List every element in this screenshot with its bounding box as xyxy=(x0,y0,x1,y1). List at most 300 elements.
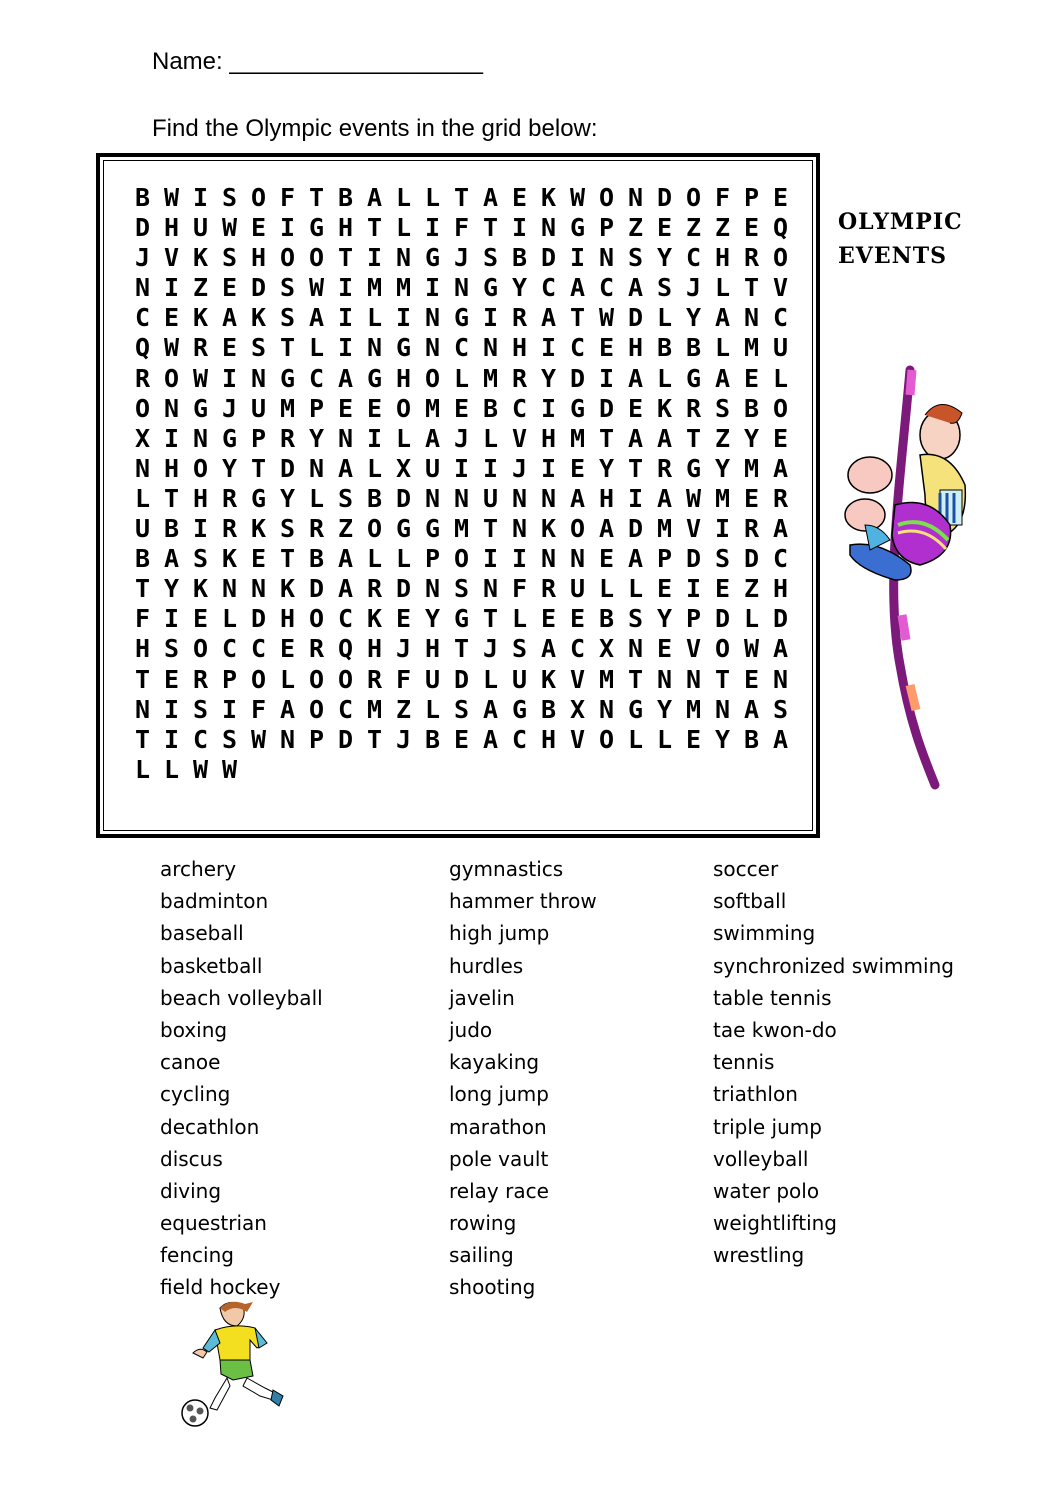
grid-letter[interactable]: A xyxy=(337,453,354,483)
grid-letter[interactable]: S xyxy=(453,574,470,604)
grid-letter[interactable]: C xyxy=(308,363,325,393)
grid-letter[interactable]: N xyxy=(134,694,151,724)
grid-letter[interactable]: B xyxy=(134,183,151,212)
grid-letter[interactable]: A xyxy=(772,453,789,483)
grid-letter[interactable]: N xyxy=(308,453,325,483)
grid-letter[interactable]: T xyxy=(453,634,470,664)
grid-letter[interactable]: J xyxy=(395,724,412,754)
grid-letter[interactable]: L xyxy=(424,694,441,724)
grid-letter[interactable]: K xyxy=(192,243,209,273)
grid-letter[interactable]: R xyxy=(540,574,557,604)
grid-letter[interactable]: J xyxy=(511,453,528,483)
grid-letter[interactable]: I xyxy=(163,604,180,634)
grid-letter[interactable]: A xyxy=(772,634,789,664)
grid-letter[interactable]: N xyxy=(250,363,267,393)
grid-letter[interactable]: H xyxy=(627,333,644,363)
grid-letter[interactable]: S xyxy=(714,393,731,423)
grid-letter[interactable]: T xyxy=(685,423,702,453)
grid-letter[interactable]: I xyxy=(163,724,180,754)
grid-letter[interactable]: A xyxy=(627,363,644,393)
grid-letter[interactable]: A xyxy=(627,273,644,303)
grid-letter[interactable]: S xyxy=(192,544,209,574)
grid-letter[interactable]: M xyxy=(424,393,441,423)
grid-letter[interactable]: S xyxy=(482,243,499,273)
grid-letter[interactable]: C xyxy=(134,303,151,333)
grid-letter[interactable]: L xyxy=(395,423,412,453)
grid-letter[interactable]: R xyxy=(308,634,325,664)
grid-letter[interactable]: R xyxy=(134,363,151,393)
grid-letter[interactable]: G xyxy=(685,453,702,483)
grid-letter[interactable]: S xyxy=(221,243,238,273)
grid-letter[interactable]: N xyxy=(424,303,441,333)
grid-letter[interactable]: H xyxy=(279,604,296,634)
grid-letter[interactable]: S xyxy=(453,694,470,724)
grid-letter[interactable]: E xyxy=(337,393,354,423)
grid-letter[interactable]: I xyxy=(482,453,499,483)
grid-letter[interactable]: X xyxy=(569,694,586,724)
grid-letter[interactable]: L xyxy=(366,303,383,333)
grid-letter[interactable]: R xyxy=(511,363,528,393)
grid-letter[interactable]: M xyxy=(366,694,383,724)
grid-letter[interactable]: T xyxy=(598,423,615,453)
grid-letter[interactable]: A xyxy=(714,363,731,393)
grid-letter[interactable]: O xyxy=(308,664,325,694)
grid-letter[interactable]: B xyxy=(540,694,557,724)
grid-letter[interactable]: T xyxy=(366,724,383,754)
grid-letter[interactable]: T xyxy=(627,664,644,694)
grid-letter[interactable]: I xyxy=(424,273,441,303)
grid-letter[interactable]: A xyxy=(569,273,586,303)
grid-letter[interactable]: E xyxy=(192,604,209,634)
grid-letter[interactable]: P xyxy=(656,544,673,574)
grid-letter[interactable]: E xyxy=(279,634,296,664)
grid-letter[interactable]: T xyxy=(453,183,470,212)
grid-letter[interactable]: M xyxy=(743,333,760,363)
grid-letter[interactable]: I xyxy=(366,243,383,273)
grid-letter[interactable]: S xyxy=(192,694,209,724)
grid-letter[interactable]: B xyxy=(511,243,528,273)
grid-letter[interactable]: A xyxy=(221,303,238,333)
grid-letter[interactable]: D xyxy=(714,604,731,634)
grid-letter[interactable]: E xyxy=(250,213,267,243)
grid-letter[interactable]: V xyxy=(685,634,702,664)
grid-letter[interactable]: A xyxy=(627,423,644,453)
grid-letter[interactable]: V xyxy=(772,273,789,303)
grid-letter[interactable]: Y xyxy=(598,453,615,483)
grid-letter[interactable]: I xyxy=(163,694,180,724)
grid-letter[interactable]: F xyxy=(395,664,412,694)
grid-letter[interactable]: C xyxy=(569,634,586,664)
grid-letter[interactable]: R xyxy=(279,423,296,453)
grid-letter[interactable]: W xyxy=(308,273,325,303)
grid-letter[interactable]: B xyxy=(134,544,151,574)
grid-letter[interactable]: R xyxy=(685,393,702,423)
grid-letter[interactable]: Z xyxy=(395,694,412,724)
grid-letter[interactable]: N xyxy=(134,453,151,483)
grid-letter[interactable]: H xyxy=(163,213,180,243)
grid-letter[interactable]: V xyxy=(569,724,586,754)
grid-letter[interactable]: N xyxy=(453,273,470,303)
grid-letter[interactable]: W xyxy=(743,634,760,664)
grid-letter[interactable]: V xyxy=(685,514,702,544)
grid-letter[interactable]: J xyxy=(395,634,412,664)
grid-letter[interactable]: P xyxy=(685,604,702,634)
grid-letter[interactable]: U xyxy=(192,213,209,243)
grid-letter[interactable]: I xyxy=(337,303,354,333)
grid-letter[interactable]: N xyxy=(511,483,528,513)
grid-letter[interactable]: M xyxy=(279,393,296,423)
grid-letter[interactable]: H xyxy=(540,423,557,453)
grid-letter[interactable]: H xyxy=(714,243,731,273)
grid-letter[interactable]: I xyxy=(337,273,354,303)
grid-letter[interactable]: N xyxy=(627,183,644,212)
grid-letter[interactable]: S xyxy=(221,724,238,754)
grid-letter[interactable]: E xyxy=(743,363,760,393)
grid-letter[interactable]: C xyxy=(598,273,615,303)
grid-letter[interactable]: M xyxy=(743,453,760,483)
grid-letter[interactable]: A xyxy=(656,483,673,513)
grid-letter[interactable]: T xyxy=(743,273,760,303)
grid-letter[interactable]: I xyxy=(482,544,499,574)
grid-letter[interactable]: Y xyxy=(714,453,731,483)
grid-letter[interactable]: I xyxy=(511,213,528,243)
grid-letter[interactable]: V xyxy=(163,243,180,273)
grid-letter[interactable]: N xyxy=(569,544,586,574)
grid-letter[interactable]: I xyxy=(221,363,238,393)
grid-letter[interactable]: N xyxy=(250,574,267,604)
grid-letter[interactable]: Y xyxy=(221,453,238,483)
grid-letter[interactable]: I xyxy=(366,423,383,453)
grid-letter[interactable]: P xyxy=(598,213,615,243)
grid-letter[interactable]: W xyxy=(250,724,267,754)
grid-letter[interactable]: A xyxy=(337,544,354,574)
grid-letter[interactable]: D xyxy=(540,243,557,273)
grid-letter[interactable]: Z xyxy=(685,213,702,243)
grid-letter[interactable]: L xyxy=(366,544,383,574)
grid-letter[interactable]: N xyxy=(598,694,615,724)
grid-letter[interactable]: Z xyxy=(627,213,644,243)
grid-letter[interactable]: O xyxy=(772,393,789,423)
grid-letter[interactable]: R xyxy=(656,453,673,483)
grid-letter[interactable]: N xyxy=(482,333,499,363)
grid-letter[interactable]: D xyxy=(685,544,702,574)
grid-letter[interactable]: I xyxy=(453,453,470,483)
grid-letter[interactable]: D xyxy=(743,544,760,574)
grid-letter[interactable]: Y xyxy=(308,423,325,453)
grid-letter[interactable]: B xyxy=(685,333,702,363)
grid-letter[interactable]: L xyxy=(134,483,151,513)
grid-letter[interactable]: N xyxy=(511,514,528,544)
grid-letter[interactable]: M xyxy=(482,363,499,393)
grid-letter[interactable]: E xyxy=(511,183,528,212)
grid-letter[interactable]: O xyxy=(192,453,209,483)
grid-letter[interactable]: L xyxy=(714,333,731,363)
grid-letter[interactable]: Y xyxy=(714,724,731,754)
grid-letter[interactable]: I xyxy=(540,333,557,363)
grid-letter[interactable]: N xyxy=(424,574,441,604)
grid-letter[interactable]: L xyxy=(743,604,760,634)
grid-letter[interactable]: F xyxy=(714,183,731,212)
grid-letter[interactable]: D xyxy=(453,664,470,694)
grid-letter[interactable]: V xyxy=(511,423,528,453)
grid-letter[interactable]: T xyxy=(308,183,325,212)
grid-letter[interactable]: N xyxy=(279,724,296,754)
grid-letter[interactable]: H xyxy=(192,483,209,513)
grid-letter[interactable]: K xyxy=(192,574,209,604)
grid-letter[interactable]: H xyxy=(395,363,412,393)
grid-letter[interactable]: B xyxy=(743,393,760,423)
grid-letter[interactable]: I xyxy=(482,303,499,333)
grid-letter[interactable]: D xyxy=(627,303,644,333)
grid-letter[interactable]: G xyxy=(308,213,325,243)
grid-letter[interactable]: L xyxy=(163,754,180,784)
grid-letter[interactable]: I xyxy=(163,273,180,303)
grid-letter[interactable]: O xyxy=(598,724,615,754)
grid-letter[interactable]: T xyxy=(366,213,383,243)
grid-letter[interactable]: F xyxy=(511,574,528,604)
grid-letter[interactable]: E xyxy=(685,724,702,754)
grid-letter[interactable]: S xyxy=(627,243,644,273)
grid-letter[interactable]: I xyxy=(279,213,296,243)
grid-letter[interactable]: E xyxy=(598,544,615,574)
grid-letter[interactable]: K xyxy=(250,303,267,333)
grid-letter[interactable]: A xyxy=(279,694,296,724)
grid-letter[interactable]: O xyxy=(192,634,209,664)
grid-letter[interactable]: I xyxy=(337,333,354,363)
grid-letter[interactable]: T xyxy=(163,483,180,513)
grid-letter[interactable]: B xyxy=(743,724,760,754)
grid-letter[interactable]: T xyxy=(134,574,151,604)
grid-letter[interactable]: A xyxy=(772,514,789,544)
grid-letter[interactable]: S xyxy=(279,514,296,544)
grid-letter[interactable]: R xyxy=(743,243,760,273)
grid-letter[interactable]: G xyxy=(395,333,412,363)
grid-letter[interactable]: W xyxy=(569,183,586,212)
grid-letter[interactable]: W xyxy=(163,333,180,363)
grid-letter[interactable]: S xyxy=(511,634,528,664)
grid-letter[interactable]: P xyxy=(743,183,760,212)
grid-letter[interactable]: G xyxy=(569,393,586,423)
grid-letter[interactable]: E xyxy=(598,333,615,363)
grid-letter[interactable]: G xyxy=(511,694,528,724)
grid-letter[interactable]: O xyxy=(279,243,296,273)
grid-letter[interactable]: O xyxy=(250,664,267,694)
grid-letter[interactable]: W xyxy=(685,483,702,513)
grid-letter[interactable]: U xyxy=(569,574,586,604)
grid-letter[interactable]: B xyxy=(656,333,673,363)
grid-letter[interactable]: N xyxy=(627,634,644,664)
grid-letter[interactable]: K xyxy=(540,664,557,694)
grid-letter[interactable]: P xyxy=(221,664,238,694)
grid-letter[interactable]: Z xyxy=(714,213,731,243)
grid-letter[interactable]: C xyxy=(453,333,470,363)
grid-letter[interactable]: E xyxy=(772,423,789,453)
grid-letter[interactable]: L xyxy=(308,483,325,513)
grid-letter[interactable]: C xyxy=(337,604,354,634)
grid-letter[interactable]: I xyxy=(192,183,209,212)
grid-letter[interactable]: E xyxy=(250,544,267,574)
grid-letter[interactable]: E xyxy=(772,183,789,212)
grid-letter[interactable]: W xyxy=(598,303,615,333)
grid-letter[interactable]: O xyxy=(598,183,615,212)
grid-letter[interactable]: A xyxy=(743,694,760,724)
grid-letter[interactable]: D xyxy=(337,724,354,754)
grid-letter[interactable]: J xyxy=(134,243,151,273)
grid-letter[interactable]: R xyxy=(308,514,325,544)
grid-letter[interactable]: O xyxy=(714,634,731,664)
grid-letter[interactable]: U xyxy=(250,393,267,423)
grid-letter[interactable]: N xyxy=(743,303,760,333)
grid-letter[interactable]: N xyxy=(134,273,151,303)
grid-letter[interactable]: K xyxy=(250,514,267,544)
grid-letter[interactable]: I xyxy=(685,574,702,604)
grid-letter[interactable]: O xyxy=(569,514,586,544)
grid-letter[interactable]: A xyxy=(627,544,644,574)
grid-letter[interactable]: W xyxy=(163,183,180,212)
grid-letter[interactable]: N xyxy=(337,423,354,453)
grid-letter[interactable]: C xyxy=(685,243,702,273)
grid-letter[interactable]: H xyxy=(511,333,528,363)
grid-letter[interactable]: M xyxy=(598,664,615,694)
grid-letter[interactable]: I xyxy=(395,303,412,333)
grid-letter[interactable]: L xyxy=(453,363,470,393)
grid-letter[interactable]: N xyxy=(540,483,557,513)
grid-letter[interactable]: I xyxy=(540,453,557,483)
grid-letter[interactable]: Z xyxy=(337,514,354,544)
grid-letter[interactable]: Y xyxy=(656,243,673,273)
grid-letter[interactable]: W xyxy=(221,213,238,243)
grid-letter[interactable]: N xyxy=(424,483,441,513)
grid-letter[interactable]: R xyxy=(366,664,383,694)
grid-letter[interactable]: R xyxy=(511,303,528,333)
grid-letter[interactable]: H xyxy=(134,634,151,664)
grid-letter[interactable]: L xyxy=(395,213,412,243)
grid-letter[interactable]: D xyxy=(656,183,673,212)
grid-letter[interactable]: C xyxy=(569,333,586,363)
grid-letter[interactable]: Y xyxy=(163,574,180,604)
grid-letter[interactable]: R xyxy=(366,574,383,604)
grid-letter[interactable]: M xyxy=(685,694,702,724)
grid-letter[interactable]: W xyxy=(192,363,209,393)
grid-letter[interactable]: B xyxy=(308,544,325,574)
grid-letter[interactable]: A xyxy=(656,423,673,453)
grid-letter[interactable]: R xyxy=(192,664,209,694)
grid-letter[interactable]: X xyxy=(598,634,615,664)
grid-letter[interactable]: U xyxy=(772,333,789,363)
grid-letter[interactable]: E xyxy=(743,664,760,694)
grid-letter[interactable]: S xyxy=(221,183,238,212)
grid-letter[interactable]: G xyxy=(453,604,470,634)
grid-letter[interactable]: P xyxy=(308,724,325,754)
grid-letter[interactable]: I xyxy=(598,363,615,393)
grid-letter[interactable]: E xyxy=(453,724,470,754)
grid-letter[interactable]: O xyxy=(163,363,180,393)
grid-letter[interactable]: S xyxy=(279,303,296,333)
grid-letter[interactable]: T xyxy=(337,243,354,273)
grid-letter[interactable]: W xyxy=(221,754,238,784)
grid-letter[interactable]: Y xyxy=(743,423,760,453)
grid-letter[interactable]: G xyxy=(221,423,238,453)
grid-letter[interactable]: Q xyxy=(337,634,354,664)
grid-letter[interactable]: S xyxy=(250,333,267,363)
grid-letter[interactable]: L xyxy=(656,724,673,754)
grid-letter[interactable]: D xyxy=(308,574,325,604)
grid-letter[interactable]: D xyxy=(627,514,644,544)
grid-letter[interactable]: M xyxy=(395,273,412,303)
grid-letter[interactable]: L xyxy=(134,754,151,784)
grid-letter[interactable]: R xyxy=(221,483,238,513)
grid-letter[interactable]: A xyxy=(366,183,383,212)
grid-letter[interactable]: I xyxy=(627,483,644,513)
grid-letter[interactable]: Y xyxy=(511,273,528,303)
grid-letter[interactable]: A xyxy=(482,724,499,754)
grid-letter[interactable]: G xyxy=(424,243,441,273)
grid-letter[interactable]: J xyxy=(221,393,238,423)
grid-letter[interactable]: U xyxy=(424,664,441,694)
grid-letter[interactable]: S xyxy=(714,544,731,574)
grid-letter[interactable]: R xyxy=(221,514,238,544)
grid-letter[interactable]: R xyxy=(192,333,209,363)
grid-letter[interactable]: C xyxy=(250,634,267,664)
grid-letter[interactable]: I xyxy=(714,514,731,544)
grid-letter[interactable]: G xyxy=(685,363,702,393)
grid-letter[interactable]: O xyxy=(685,183,702,212)
grid-letter[interactable]: H xyxy=(540,724,557,754)
grid-letter[interactable]: O xyxy=(424,363,441,393)
grid-letter[interactable]: X xyxy=(395,453,412,483)
grid-letter[interactable]: Z xyxy=(192,273,209,303)
grid-letter[interactable]: E xyxy=(569,453,586,483)
grid-letter[interactable]: T xyxy=(279,544,296,574)
grid-letter[interactable]: L xyxy=(308,333,325,363)
grid-letter[interactable]: T xyxy=(627,453,644,483)
grid-letter[interactable]: L xyxy=(598,574,615,604)
grid-letter[interactable]: I xyxy=(163,423,180,453)
grid-letter[interactable]: G xyxy=(424,514,441,544)
grid-letter[interactable]: L xyxy=(656,303,673,333)
grid-letter[interactable]: A xyxy=(424,423,441,453)
grid-letter[interactable]: N xyxy=(598,243,615,273)
grid-letter[interactable]: D xyxy=(772,604,789,634)
grid-letter[interactable]: V xyxy=(569,664,586,694)
grid-letter[interactable]: L xyxy=(656,363,673,393)
grid-letter[interactable]: F xyxy=(453,213,470,243)
grid-letter[interactable]: J xyxy=(685,273,702,303)
grid-letter[interactable]: D xyxy=(134,213,151,243)
grid-letter[interactable]: L xyxy=(482,664,499,694)
grid-letter[interactable]: I xyxy=(569,243,586,273)
grid-letter[interactable]: D xyxy=(279,453,296,483)
grid-letter[interactable]: W xyxy=(192,754,209,784)
grid-letter[interactable]: M xyxy=(453,514,470,544)
grid-letter[interactable]: F xyxy=(134,604,151,634)
grid-letter[interactable]: G xyxy=(192,393,209,423)
grid-letter[interactable]: S xyxy=(656,273,673,303)
grid-letter[interactable]: S xyxy=(772,694,789,724)
grid-letter[interactable]: K xyxy=(656,393,673,423)
grid-letter[interactable]: E xyxy=(714,574,731,604)
grid-letter[interactable]: T xyxy=(482,514,499,544)
grid-letter[interactable]: E xyxy=(627,393,644,423)
grid-letter[interactable]: M xyxy=(366,273,383,303)
grid-letter[interactable]: I xyxy=(511,544,528,574)
grid-letter[interactable]: N xyxy=(540,213,557,243)
grid-letter[interactable]: D xyxy=(250,273,267,303)
grid-letter[interactable]: E xyxy=(743,483,760,513)
grid-letter[interactable]: A xyxy=(772,724,789,754)
grid-letter[interactable]: L xyxy=(772,363,789,393)
grid-letter[interactable]: H xyxy=(598,483,615,513)
